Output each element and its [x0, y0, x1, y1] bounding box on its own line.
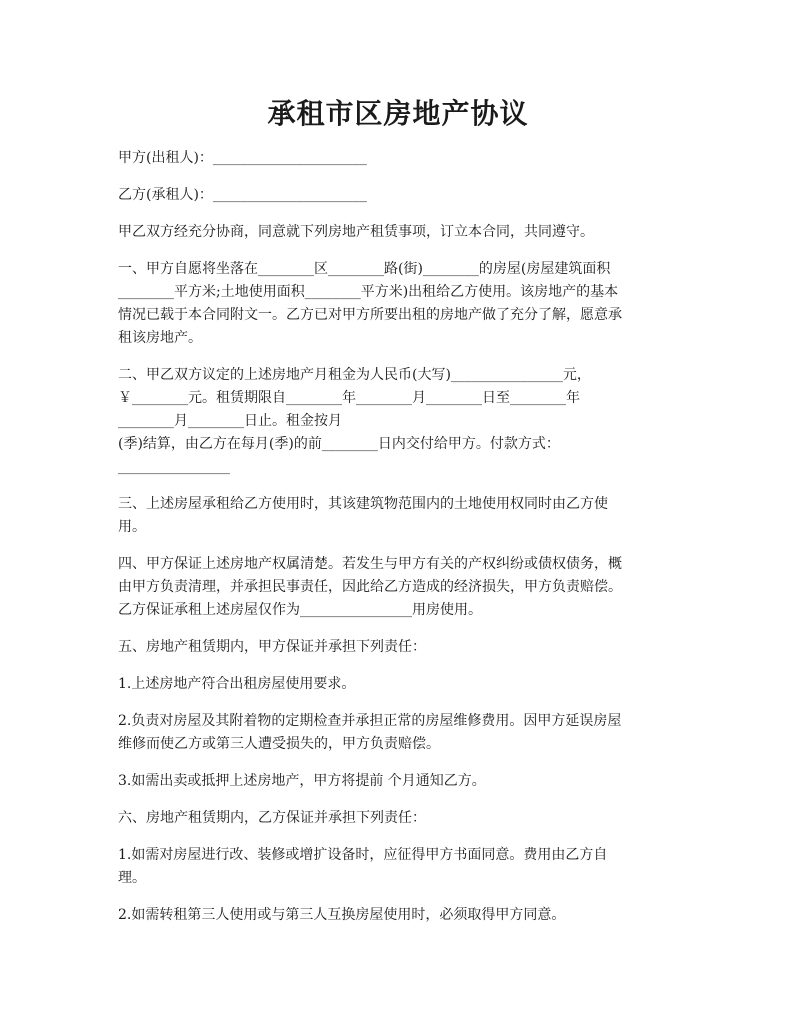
paragraph — [118, 184, 688, 207]
paragraph — [118, 807, 688, 830]
text-line: (季)结算，由乙方在每月(季)的前________日内交付给甲方。付款方式： — [118, 436, 560, 452]
text-line: 甲乙双方经充分协商，同意就下列房地产租赁事项，订立本合同，共同遵守。 — [118, 224, 594, 240]
text-line: 1.如需对房屋进行改、装修或增扩设备时，应征得甲方书面同意。费用由乙方自 — [118, 847, 608, 863]
text-line: 2.如需转租第三人使用或与第三人互换房屋使用时，必须取得甲方同意。 — [118, 907, 566, 923]
text-line: 3.如需出卖或抵押上述房地产，甲方将提前 个月通知乙方。 — [118, 773, 486, 789]
text-line: 情况已载于本合同附文一。乙方已对甲方所要出租的房地产做了充分了解，愿意承 — [118, 307, 622, 323]
document-body — [118, 147, 688, 941]
text-line: 四、甲方保证上述房地产权属清楚。若发生与甲方有关的产权纠纷或债权债务，概 — [118, 556, 622, 572]
text-line: 乙方(承租人)：______________________ — [118, 187, 367, 203]
text-line: 1.上述房地产符合出租房屋使用要求。 — [118, 676, 356, 692]
text-line: 乙方保证承租上述房屋仅作为________________用房使用。 — [118, 602, 482, 618]
text-line: ________平方米;土地使用面积________平方米)出租给乙方使用。该房地产的基本 — [118, 284, 619, 300]
text-line: ________________ — [118, 459, 230, 475]
document-title: 承租市区房地产协议 — [267, 97, 529, 130]
paragraph — [118, 673, 688, 696]
text-line: 一、甲方自愿将坐落在________区________路(街)________的房屋(房屋建筑面积 — [118, 261, 611, 277]
paragraph — [118, 364, 688, 479]
paragraph — [118, 493, 688, 539]
text-line: 六、房地产租赁期内，乙方保证并承担下列责任： — [118, 810, 426, 826]
text-line: 三、上述房屋承租给乙方使用时，其该建筑物范围内的土地使用权同时由乙方使 — [118, 496, 608, 512]
text-line: 甲方(出租人)：______________________ — [118, 150, 367, 166]
text-line: 租该房地产。 — [118, 330, 202, 346]
paragraph — [118, 770, 688, 793]
text-line: 用。 — [118, 519, 146, 535]
paragraph — [118, 844, 688, 890]
paragraph — [118, 553, 688, 622]
paragraph — [118, 904, 688, 927]
text-line: 2.负责对房屋及其附着物的定期检查并承担正常的房屋维修费用。因甲方延误房屋 — [118, 713, 622, 729]
text-line: ________月________日止。租金按月 — [118, 413, 342, 429]
paragraph — [118, 636, 688, 659]
text-line: 由甲方负责清理，并承担民事责任，因此给乙方造成的经济损失，甲方负责赔偿。 — [118, 579, 622, 595]
text-line: 五、房地产租赁期内，甲方保证并承担下列责任： — [118, 639, 426, 655]
text-line: ￥________元。租赁期限自________年________月________日至________年 — [118, 390, 580, 406]
text-line: 维修而使乙方或第三人遭受损失的，甲方负责赔偿。 — [118, 736, 440, 752]
paragraph — [118, 221, 688, 244]
paragraph — [118, 147, 688, 170]
text-line: 二、甲乙双方议定的上述房地产月租金为人民币(大写)________________元， — [118, 367, 591, 383]
paragraph — [118, 710, 688, 756]
text-line: 理。 — [118, 870, 146, 886]
paragraph — [118, 258, 688, 350]
